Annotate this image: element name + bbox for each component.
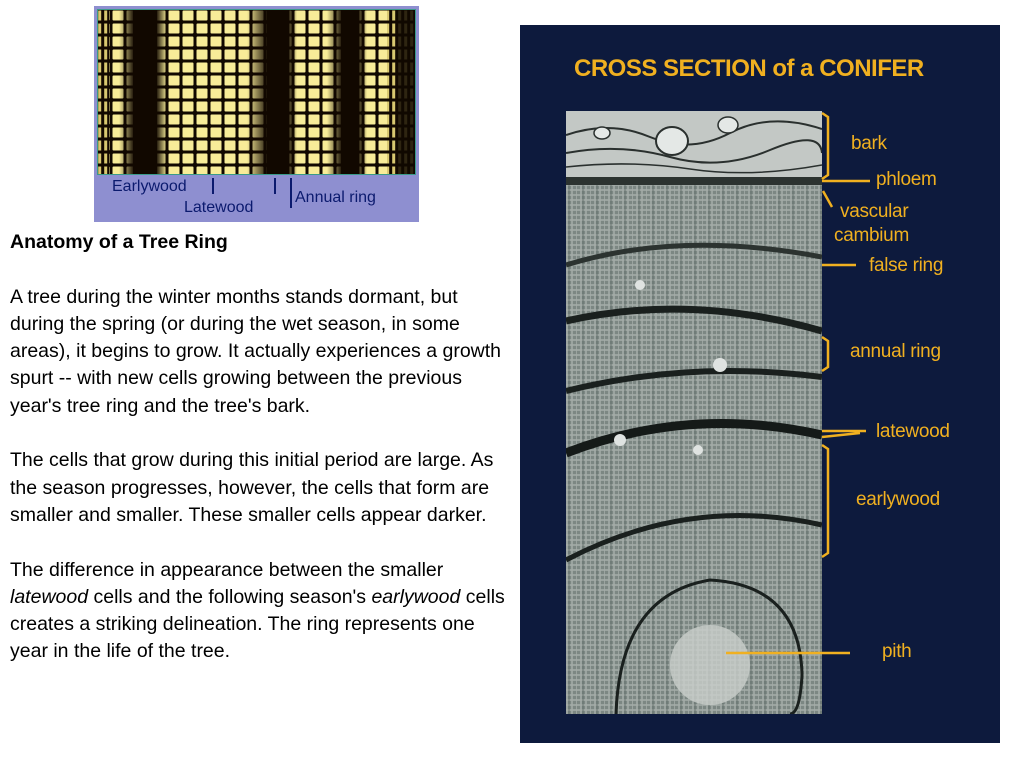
conifer-cross-section-figure: [520, 25, 1000, 743]
paragraph-3-text-b: cells and the following season's: [88, 585, 372, 608]
conifer-section-image: [520, 25, 1000, 743]
conifer-title: CROSS SECTION of a CONIFER: [574, 55, 924, 82]
phloem-label: phloem: [876, 169, 937, 190]
paragraph-2: The cells that grow during this initial period are large. As the season progresses, however, the cells that form are smaller and smaller. These smaller cells appear darker.: [10, 449, 494, 526]
false-ring-label: false ring: [869, 255, 944, 276]
bark-label: bark: [851, 133, 887, 154]
earlywood-label-conifer: earlywood: [856, 489, 940, 510]
article-title: Anatomy of a Tree Ring: [10, 231, 228, 253]
annual-ring-tick: [290, 178, 292, 208]
earlywood-label: Earlywood: [112, 178, 187, 195]
paragraph-1: A tree during the winter months stands dormant, but during the spring (or during the wet season, in some areas), it begins to grow. It actually experiences a growth spurt -- with new cells growing between the previous year's tree ring and the tree's bark.: [10, 285, 502, 417]
paragraph-3: [10, 557, 505, 666]
article-body: [10, 229, 505, 666]
latewood-label-conifer: latewood: [876, 421, 950, 442]
latewood-term: latewood: [10, 585, 89, 608]
earlywood-tick: [212, 178, 214, 194]
earlywood-term: earlywood: [371, 585, 461, 608]
annual-ring-label: Annual ring: [295, 189, 376, 206]
latewood-tick: [274, 178, 276, 194]
latewood-label: Latewood: [184, 199, 254, 216]
vascular-label: vascular: [840, 201, 909, 222]
tree-ring-diagram: [94, 6, 419, 222]
pith-label: pith: [882, 641, 912, 662]
ring-cells-image: [97, 9, 416, 175]
paragraph-3-text-c: cells creates a striking delineation. The ring represents one year in the life of the tree.: [10, 585, 505, 663]
annual-ring-label-conifer: annual ring: [850, 341, 941, 362]
cambium-label: cambium: [834, 225, 909, 246]
paragraph-3-text-a: The difference in appearance between the smaller: [10, 558, 444, 581]
